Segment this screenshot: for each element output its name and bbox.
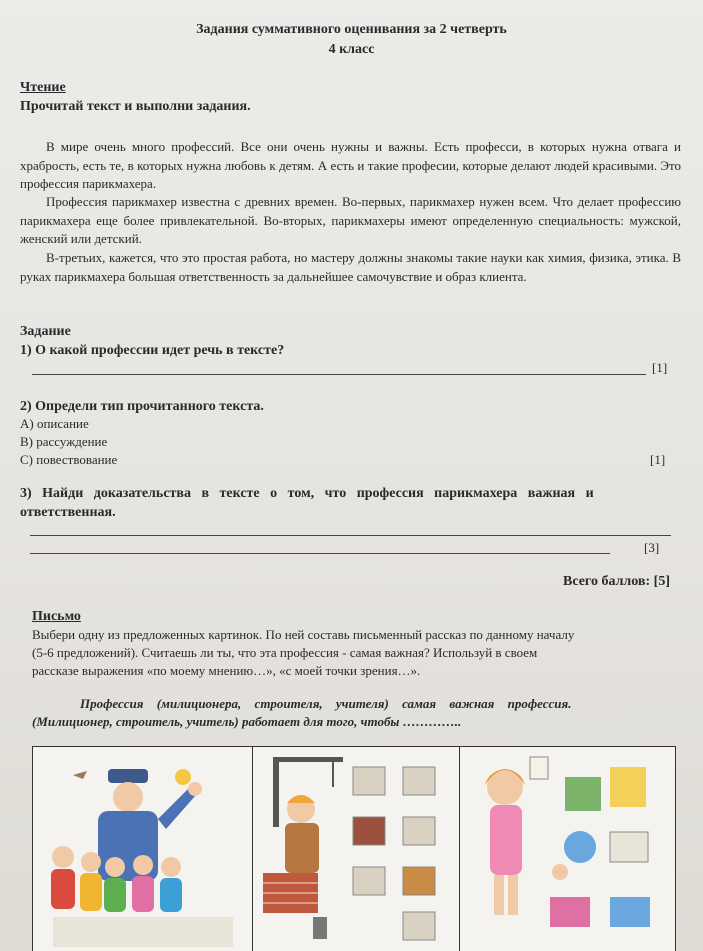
question-3-line-1: 3) Найди доказательства в тексте о том, что профессия парикмахера важная и bbox=[20, 486, 594, 501]
builder-illustration-icon bbox=[253, 747, 460, 951]
writing-prompt-2: (Милиционер, строитель, учитель) работает для того, чтобы ………….. bbox=[32, 714, 462, 729]
answer-line-3b[interactable] bbox=[30, 553, 610, 554]
writing-section-label: Письмо bbox=[32, 609, 81, 624]
picture-builder[interactable] bbox=[252, 746, 461, 951]
question-1-score: [1] bbox=[652, 360, 668, 375]
police-illustration-icon bbox=[33, 747, 253, 951]
writing-instruction-2: (5-6 предложений). Считаешь ли ты, что эта профессия - самая важная? Используй в своем bbox=[32, 645, 538, 660]
answer-line-1[interactable] bbox=[32, 374, 646, 375]
grade-label: 4 класс bbox=[328, 42, 375, 57]
question-1: 1) О какой профессии идет речь в тексте? bbox=[20, 343, 285, 358]
reading-paragraph-3: В-третьих, кажется, что это простая работа, но мастеру должны знакомы такие науки как химия, физика, этика. В руках парикмахера большая ответственность за дальнейшее самочувствие и образ клиента. bbox=[20, 250, 681, 284]
option-c[interactable]: С) повествование bbox=[20, 452, 118, 467]
reading-instruction: Прочитай текст и выполни задания. bbox=[20, 99, 251, 114]
question-3-line-2: ответственная. bbox=[20, 505, 116, 520]
option-a[interactable]: А) описание bbox=[20, 416, 89, 431]
question-2-score: [1] bbox=[650, 452, 666, 467]
answer-line-3a[interactable] bbox=[30, 535, 671, 536]
reading-paragraph-1: В мире очень много профессий. Все они очень нужны и важны. Есть професси, в которых нужна отвага и храбрость, есть те, в которых нужна любовь к детям. А есть и такие професии, которые делают людей красивыми. Это профессия парикмахера. bbox=[20, 139, 681, 191]
task-label: Задание bbox=[20, 324, 71, 339]
option-b[interactable]: В) рассуждение bbox=[20, 434, 108, 449]
page-title: Задания суммативного оценивания за 2 четверть bbox=[196, 22, 507, 37]
picture-teacher[interactable] bbox=[459, 746, 676, 951]
writing-instruction-1: Выбери одну из предложенных картинок. По ней составь письменный рассказ по данному началу bbox=[32, 627, 575, 642]
reading-section-label: Чтение bbox=[20, 80, 66, 95]
reading-paragraph-2: Профессия парикмахер известна с древних времен. Во-первых, парикмахер нужен всем. Что делает профессию парикмахера еще более привлекательной. Во-вторых, парикмахеры имеют определенную специальность: мужской, женский или детский. bbox=[20, 194, 681, 246]
writing-instruction-3: рассказе выражения «по моему мнению…», «с моей точки зрения…». bbox=[32, 663, 421, 678]
writing-prompt-1: Профессия (милиционера, строителя, учителя) самая важная профессия. bbox=[80, 696, 572, 711]
teacher-illustration-icon bbox=[460, 747, 675, 951]
picture-police[interactable] bbox=[32, 746, 254, 951]
question-3-score: [3] bbox=[644, 540, 660, 555]
total-score: Всего баллов: [5] bbox=[563, 574, 670, 589]
question-2: 2) Определи тип прочитанного текста. bbox=[20, 399, 264, 414]
